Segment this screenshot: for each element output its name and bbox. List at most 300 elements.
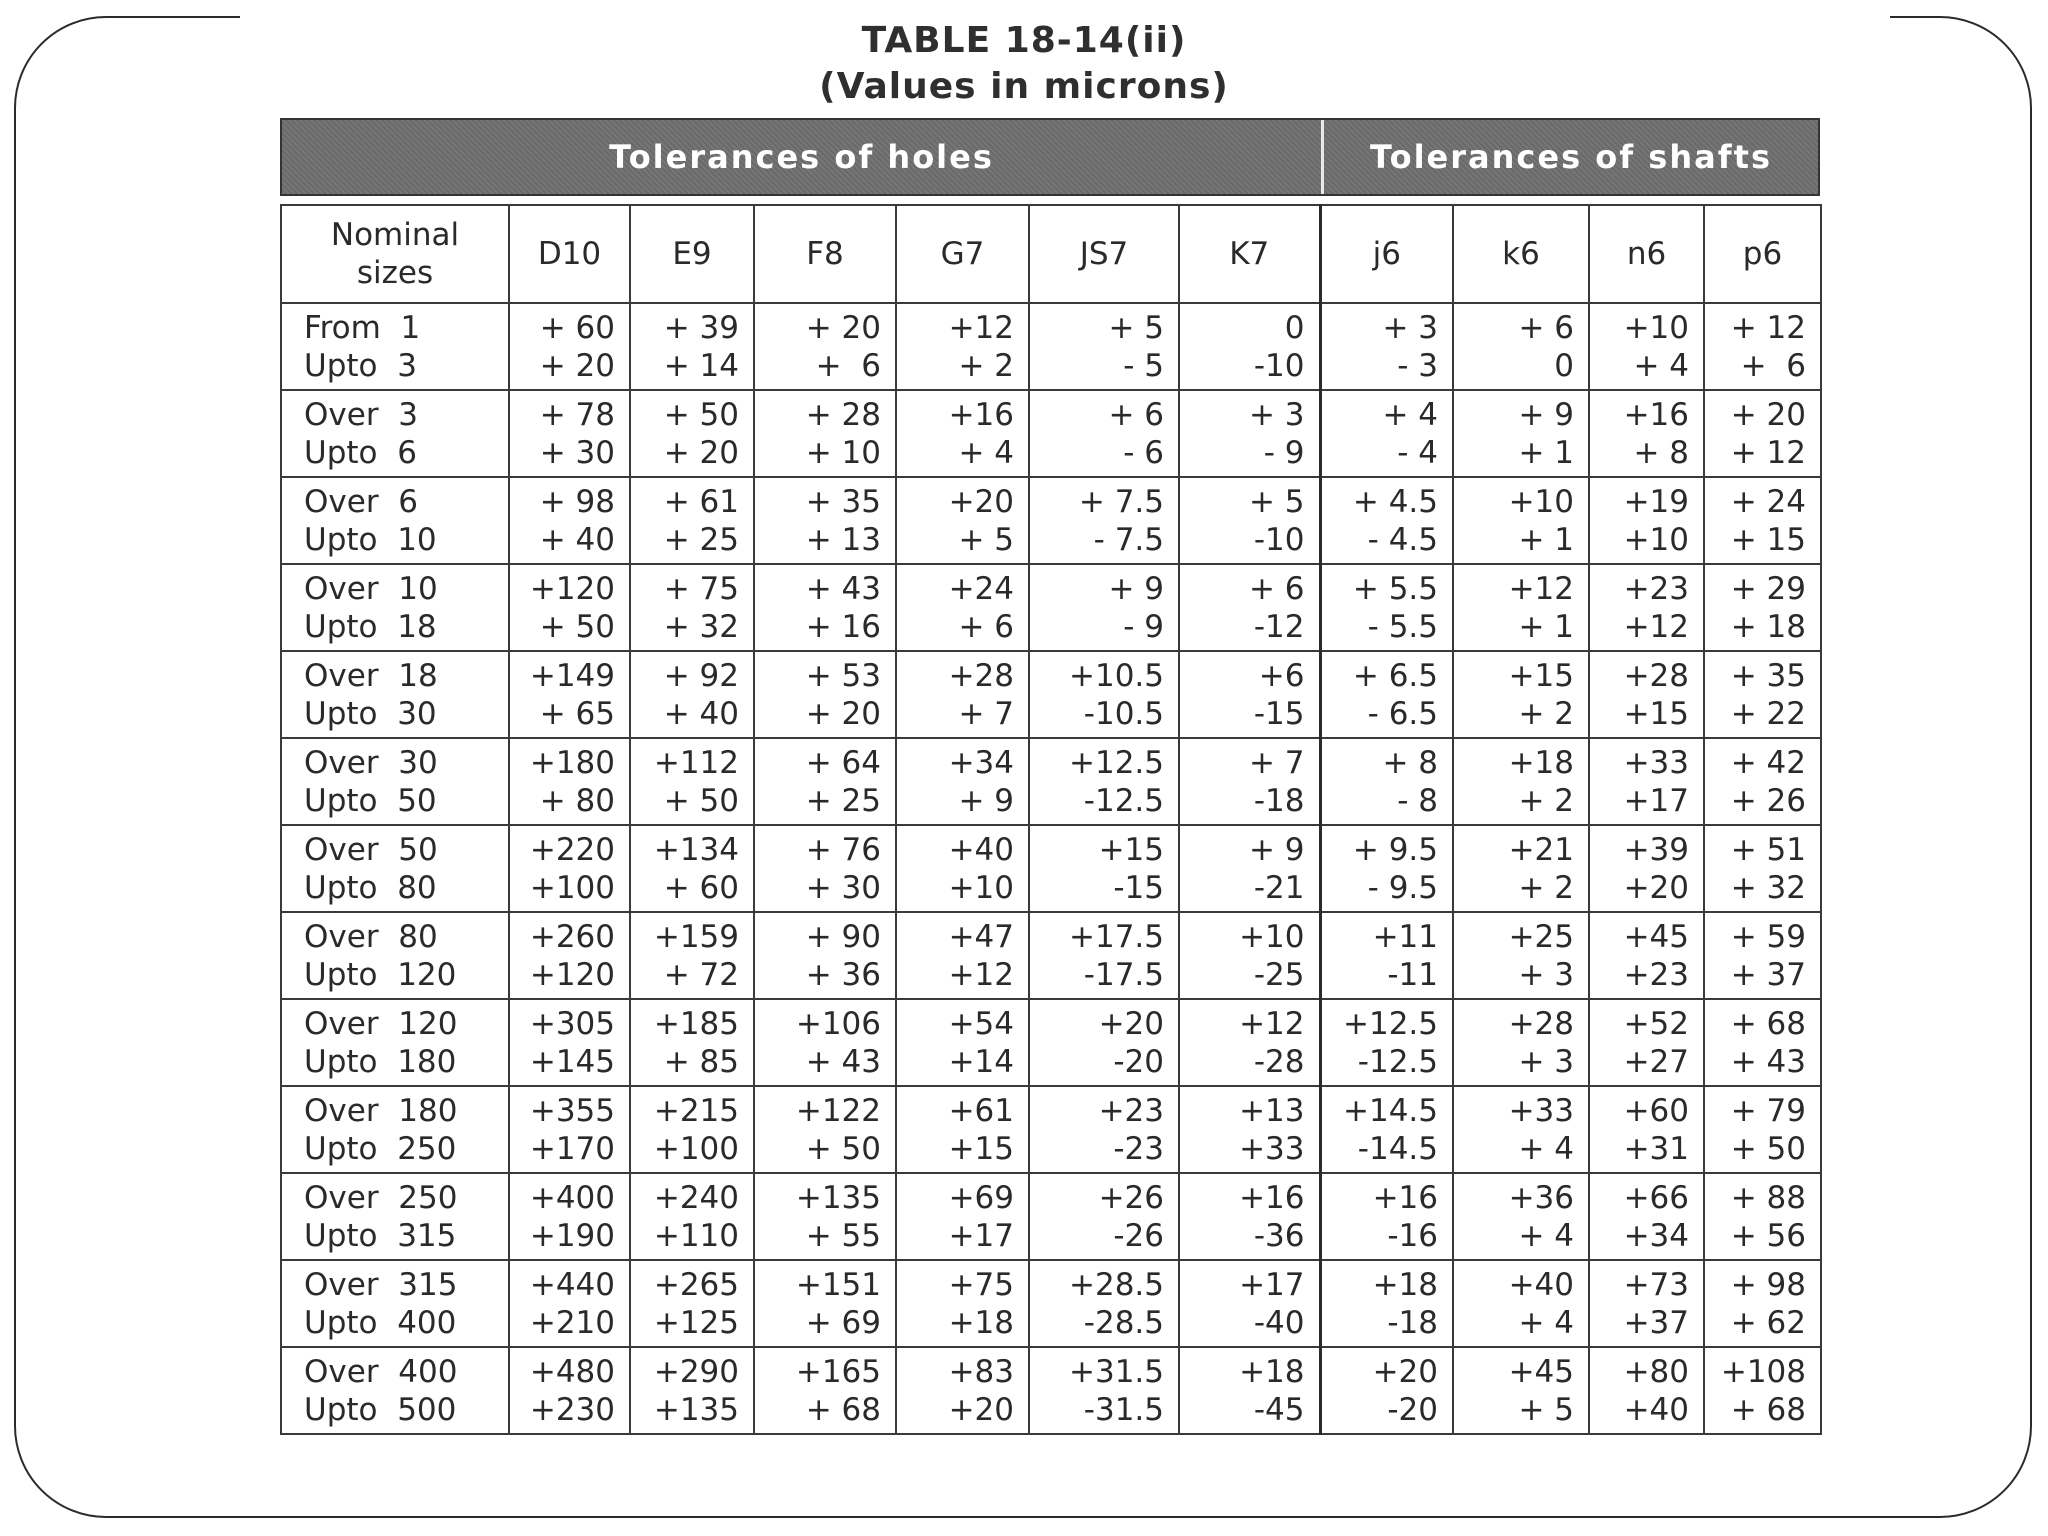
table-body xyxy=(281,303,1821,1434)
nominal-size-cell xyxy=(281,1173,509,1260)
tolerance-value: + 1 xyxy=(1518,521,1574,558)
tolerance-cell-j6 xyxy=(1320,303,1453,390)
tolerance-value: - 5.5 xyxy=(1367,608,1438,645)
tolerance-value: +33 xyxy=(1508,1092,1574,1129)
tolerance-cell-k6 xyxy=(1453,912,1589,999)
tolerance-cell-g7 xyxy=(896,1086,1029,1173)
tolerance-value: + 20 xyxy=(539,347,615,384)
tolerance-value: + 5.5 xyxy=(1352,570,1438,607)
tolerance-value: + 6 xyxy=(958,608,1014,645)
tolerance-cell-k7 xyxy=(1179,1086,1320,1173)
tolerance-value: -28 xyxy=(1253,1043,1305,1080)
tolerance-cell-g7 xyxy=(896,1347,1029,1434)
size-bound: Over 10 xyxy=(304,570,438,607)
tolerance-value: + 88 xyxy=(1730,1179,1806,1216)
tolerance-table-container xyxy=(280,118,1820,1435)
tolerance-cell-n6 xyxy=(1589,390,1704,477)
column-header-p6: p6 xyxy=(1704,205,1821,303)
tolerance-value: -36 xyxy=(1253,1217,1305,1254)
size-bound: Upto 120 xyxy=(304,956,457,993)
tolerance-value: +230 xyxy=(529,1391,615,1428)
tolerance-cell-d10 xyxy=(509,477,630,564)
tolerance-value: +165 xyxy=(795,1353,881,1390)
tolerance-value: -15 xyxy=(1113,869,1164,906)
tolerance-value: -45 xyxy=(1253,1391,1305,1428)
tolerance-value: 0 xyxy=(1554,347,1574,384)
nominal-size-cell xyxy=(281,564,509,651)
column-header-e9: E9 xyxy=(630,205,754,303)
tolerance-cell-j6 xyxy=(1320,390,1453,477)
tolerance-value: +10 xyxy=(1508,483,1574,520)
tolerance-value: +31.5 xyxy=(1069,1353,1164,1390)
tolerance-cell-e9 xyxy=(630,912,754,999)
tolerance-cell-n6 xyxy=(1589,1347,1704,1434)
tolerance-cell-e9 xyxy=(630,1086,754,1173)
tolerance-value: + 51 xyxy=(1730,831,1806,868)
tolerance-value: +12 xyxy=(948,956,1014,993)
tolerance-value: +24 xyxy=(948,570,1014,607)
tolerance-value: + 75 xyxy=(663,570,739,607)
tolerance-cell-j6 xyxy=(1320,1086,1453,1173)
tolerance-value: + 50 xyxy=(805,1130,881,1167)
tolerance-value: +480 xyxy=(529,1353,615,1390)
tolerance-value: -14.5 xyxy=(1357,1130,1438,1167)
size-bound: Upto 18 xyxy=(304,608,437,645)
table-row xyxy=(281,1173,1821,1260)
tolerance-value: + 80 xyxy=(539,782,615,819)
tolerance-value: + 2 xyxy=(958,347,1014,384)
tolerance-value: -10 xyxy=(1253,347,1305,384)
tolerance-cell-f8 xyxy=(754,999,896,1086)
tolerance-value: +28 xyxy=(1623,657,1689,694)
tolerance-cell-g7 xyxy=(896,477,1029,564)
tolerance-cell-d10 xyxy=(509,1086,630,1173)
tolerance-value: +47 xyxy=(948,918,1014,955)
tolerance-cell-js7 xyxy=(1029,1086,1179,1173)
tolerance-cell-g7 xyxy=(896,651,1029,738)
tolerance-cell-j6 xyxy=(1320,738,1453,825)
tolerance-value: -18 xyxy=(1253,782,1305,819)
tolerance-value: + 5 xyxy=(1108,309,1164,346)
size-bound: Over 315 xyxy=(304,1266,458,1303)
tolerance-cell-g7 xyxy=(896,825,1029,912)
tolerance-cell-n6 xyxy=(1589,738,1704,825)
tolerance-cell-d10 xyxy=(509,564,630,651)
tolerance-value: + 7 xyxy=(1248,744,1305,781)
tolerance-value: +185 xyxy=(653,1005,739,1042)
tolerance-cell-n6 xyxy=(1589,1260,1704,1347)
tolerance-cell-j6 xyxy=(1320,477,1453,564)
tolerance-cell-d10 xyxy=(509,303,630,390)
tolerance-cell-k6 xyxy=(1453,738,1589,825)
tolerance-value: +26 xyxy=(1098,1179,1164,1216)
tolerance-value: + 35 xyxy=(805,483,881,520)
tolerance-value: + 50 xyxy=(663,396,739,433)
tolerance-cell-k6 xyxy=(1453,390,1589,477)
tolerance-table xyxy=(280,204,1822,1435)
column-header-k6: k6 xyxy=(1453,205,1589,303)
tolerance-cell-p6 xyxy=(1704,912,1821,999)
tolerance-value: +23 xyxy=(1623,570,1689,607)
tolerance-value: -10.5 xyxy=(1083,695,1164,732)
size-bound: Over 3 xyxy=(304,396,418,433)
tolerance-cell-k6 xyxy=(1453,1086,1589,1173)
tolerance-value: 0 xyxy=(1284,309,1305,346)
tolerance-value: + 6 xyxy=(1108,396,1164,433)
tolerance-value: +28 xyxy=(1508,1005,1574,1042)
tolerance-value: +12.5 xyxy=(1343,1005,1438,1042)
tolerance-cell-js7 xyxy=(1029,738,1179,825)
tolerance-cell-d10 xyxy=(509,390,630,477)
column-header-js7: JS7 xyxy=(1029,205,1179,303)
tolerance-value: +17 xyxy=(1239,1266,1305,1303)
nominal-size-cell xyxy=(281,477,509,564)
tolerance-value: +39 xyxy=(1623,831,1689,868)
tolerance-value: + 6 xyxy=(1740,347,1806,384)
tolerance-value: + 20 xyxy=(1730,396,1806,433)
tolerance-value: +290 xyxy=(653,1353,739,1390)
tolerance-cell-f8 xyxy=(754,651,896,738)
tolerance-value: + 9 xyxy=(1248,831,1305,868)
group-header xyxy=(280,118,1820,196)
tolerance-cell-j6 xyxy=(1320,564,1453,651)
tolerance-value: + 6 xyxy=(1518,309,1574,346)
tolerance-value: +6 xyxy=(1258,657,1305,694)
tolerance-cell-k6 xyxy=(1453,825,1589,912)
tolerance-value: +112 xyxy=(653,744,739,781)
tolerance-value: +13 xyxy=(1239,1092,1305,1129)
tolerance-value: + 22 xyxy=(1730,695,1806,732)
tolerance-value: - 9.5 xyxy=(1367,869,1438,906)
tolerance-value: + 15 xyxy=(1730,521,1806,558)
tolerance-value: +15 xyxy=(1623,695,1689,732)
tolerance-cell-f8 xyxy=(754,564,896,651)
tolerance-cell-f8 xyxy=(754,1173,896,1260)
tolerance-cell-js7 xyxy=(1029,1173,1179,1260)
tolerance-value: + 8 xyxy=(1633,434,1689,471)
tolerance-value: + 4 xyxy=(1518,1130,1574,1167)
tolerance-value: +17.5 xyxy=(1069,918,1164,955)
size-bound: Over 18 xyxy=(304,657,438,694)
tolerance-cell-d10 xyxy=(509,651,630,738)
tolerance-value: +305 xyxy=(529,1005,615,1042)
tolerance-value: + 2 xyxy=(1518,695,1574,732)
tolerance-value: +135 xyxy=(795,1179,881,1216)
table-row xyxy=(281,1347,1821,1434)
tolerance-cell-f8 xyxy=(754,477,896,564)
tolerance-value: + 20 xyxy=(805,695,881,732)
tolerance-cell-f8 xyxy=(754,1260,896,1347)
tolerance-cell-g7 xyxy=(896,912,1029,999)
tolerance-value: + 37 xyxy=(1730,956,1806,993)
size-bound: Upto 400 xyxy=(304,1304,457,1341)
tolerance-cell-js7 xyxy=(1029,651,1179,738)
tolerance-cell-js7 xyxy=(1029,825,1179,912)
tolerance-value: + 4 xyxy=(958,434,1014,471)
tolerance-value: + 61 xyxy=(663,483,739,520)
tolerance-cell-e9 xyxy=(630,390,754,477)
tolerance-cell-js7 xyxy=(1029,477,1179,564)
tolerance-value: + 42 xyxy=(1730,744,1806,781)
tolerance-value: +149 xyxy=(529,657,615,694)
column-header-g7: G7 xyxy=(896,205,1029,303)
tolerance-cell-n6 xyxy=(1589,303,1704,390)
tolerance-cell-k6 xyxy=(1453,477,1589,564)
tolerance-value: +16 xyxy=(1372,1179,1438,1216)
table-row xyxy=(281,912,1821,999)
tolerance-value: + 68 xyxy=(1730,1391,1806,1428)
tolerance-value: -12.5 xyxy=(1357,1043,1438,1080)
tolerance-value: +60 xyxy=(1623,1092,1689,1129)
tolerance-value: + 1 xyxy=(1518,434,1574,471)
tolerance-cell-g7 xyxy=(896,390,1029,477)
tolerance-cell-k6 xyxy=(1453,1173,1589,1260)
tolerance-value: +170 xyxy=(529,1130,615,1167)
tolerance-value: + 5 xyxy=(958,521,1014,558)
tolerance-cell-g7 xyxy=(896,564,1029,651)
tolerance-value: + 35 xyxy=(1730,657,1806,694)
tolerance-value: -23 xyxy=(1113,1130,1164,1167)
tolerance-value: +52 xyxy=(1623,1005,1689,1042)
tolerance-value: +17 xyxy=(948,1217,1014,1254)
column-header-k7: K7 xyxy=(1179,205,1320,303)
tolerance-value: + 43 xyxy=(805,570,881,607)
tolerance-value: +69 xyxy=(948,1179,1014,1216)
tolerance-value: +45 xyxy=(1508,1353,1574,1390)
column-header-n6: n6 xyxy=(1589,205,1704,303)
tolerance-value: + 60 xyxy=(663,869,739,906)
tolerance-value: - 8 xyxy=(1397,782,1438,819)
tolerance-value: + 79 xyxy=(1730,1092,1806,1129)
table-row xyxy=(281,999,1821,1086)
size-bound: Over 30 xyxy=(304,744,438,781)
tolerance-cell-f8 xyxy=(754,390,896,477)
tolerance-value: +15 xyxy=(1508,657,1574,694)
tolerance-cell-js7 xyxy=(1029,999,1179,1086)
tolerance-value: + 13 xyxy=(805,521,881,558)
tolerance-value: + 26 xyxy=(1730,782,1806,819)
tolerance-value: + 76 xyxy=(805,831,881,868)
tolerance-value: +83 xyxy=(948,1353,1014,1390)
tolerance-value: +40 xyxy=(1508,1266,1574,1303)
tolerance-value: +10.5 xyxy=(1069,657,1164,694)
tolerance-value: +106 xyxy=(795,1005,881,1042)
tolerance-value: +28.5 xyxy=(1069,1266,1164,1303)
table-row xyxy=(281,651,1821,738)
tolerance-value: +190 xyxy=(529,1217,615,1254)
tolerance-value: +260 xyxy=(529,918,615,955)
tolerance-value: + 7 xyxy=(958,695,1014,732)
tolerance-cell-n6 xyxy=(1589,912,1704,999)
tolerance-cell-p6 xyxy=(1704,303,1821,390)
tolerance-value: + 6.5 xyxy=(1352,657,1438,694)
tolerance-value: +12.5 xyxy=(1069,744,1164,781)
tolerance-cell-k7 xyxy=(1179,825,1320,912)
tolerance-value: + 69 xyxy=(805,1304,881,1341)
tolerance-cell-p6 xyxy=(1704,1347,1821,1434)
tolerance-value: +80 xyxy=(1623,1353,1689,1390)
nominal-size-cell xyxy=(281,738,509,825)
tolerance-value: + 43 xyxy=(805,1043,881,1080)
tolerance-cell-k6 xyxy=(1453,999,1589,1086)
tolerance-value: -26 xyxy=(1113,1217,1164,1254)
tolerance-cell-f8 xyxy=(754,825,896,912)
tolerance-value: + 68 xyxy=(805,1391,881,1428)
tolerance-value: + 25 xyxy=(663,521,739,558)
tolerance-value: -20 xyxy=(1113,1043,1164,1080)
tolerance-value: -18 xyxy=(1387,1304,1438,1341)
tolerance-value: + 20 xyxy=(663,434,739,471)
tolerance-value: +45 xyxy=(1623,918,1689,955)
table-row xyxy=(281,303,1821,390)
tolerance-cell-g7 xyxy=(896,999,1029,1086)
tolerance-value: -28.5 xyxy=(1083,1304,1164,1341)
nominal-size-cell xyxy=(281,825,509,912)
tolerance-value: +10 xyxy=(948,869,1014,906)
tolerance-value: -11 xyxy=(1387,956,1438,993)
tolerance-cell-e9 xyxy=(630,1260,754,1347)
tolerance-cell-e9 xyxy=(630,564,754,651)
tolerance-value: +440 xyxy=(529,1266,615,1303)
tolerance-value: +36 xyxy=(1508,1179,1574,1216)
tolerance-value: + 30 xyxy=(539,434,615,471)
table-row xyxy=(281,1260,1821,1347)
tolerance-value: +145 xyxy=(529,1043,615,1080)
size-bound: Upto 250 xyxy=(304,1130,457,1167)
size-bound: Over 120 xyxy=(304,1005,458,1042)
tolerance-value: -15 xyxy=(1253,695,1305,732)
tolerance-cell-k7 xyxy=(1179,303,1320,390)
tolerance-value: + 3 xyxy=(1248,396,1305,433)
tolerance-value: +21 xyxy=(1508,831,1574,868)
tolerance-cell-g7 xyxy=(896,738,1029,825)
tolerance-value: + 28 xyxy=(805,396,881,433)
size-bound: From 1 xyxy=(304,309,421,346)
tolerance-value: +240 xyxy=(653,1179,739,1216)
tolerance-cell-k6 xyxy=(1453,651,1589,738)
size-bound: Upto 30 xyxy=(304,695,437,732)
tolerance-value: + 29 xyxy=(1730,570,1806,607)
column-header-j6: j6 xyxy=(1320,205,1453,303)
size-bound: Over 180 xyxy=(304,1092,458,1129)
tolerance-cell-e9 xyxy=(630,738,754,825)
tolerance-cell-e9 xyxy=(630,1347,754,1434)
tolerance-cell-n6 xyxy=(1589,1086,1704,1173)
tolerance-value: +33 xyxy=(1623,744,1689,781)
tolerance-cell-f8 xyxy=(754,1347,896,1434)
tolerance-cell-k6 xyxy=(1453,1347,1589,1434)
tolerance-value: -25 xyxy=(1253,956,1305,993)
tolerance-value: +40 xyxy=(1623,1391,1689,1428)
tolerance-cell-js7 xyxy=(1029,912,1179,999)
tolerance-value: + 90 xyxy=(805,918,881,955)
tolerance-cell-js7 xyxy=(1029,1260,1179,1347)
table-row xyxy=(281,825,1821,912)
tolerance-value: - 9 xyxy=(1263,434,1305,471)
tolerance-value: + 4 xyxy=(1633,347,1689,384)
tolerance-value: +33 xyxy=(1239,1130,1305,1167)
tolerance-value: +16 xyxy=(948,396,1014,433)
tolerance-cell-p6 xyxy=(1704,1173,1821,1260)
size-bound: Upto 10 xyxy=(304,521,437,558)
tolerance-cell-f8 xyxy=(754,303,896,390)
tolerance-cell-d10 xyxy=(509,999,630,1086)
table-title xyxy=(0,18,2048,110)
tolerance-value: + 14 xyxy=(663,347,739,384)
nominal-size-cell xyxy=(281,999,509,1086)
tolerance-value: +18 xyxy=(948,1304,1014,1341)
tolerance-value: +16 xyxy=(1623,396,1689,433)
tolerance-value: +10 xyxy=(1239,918,1305,955)
tolerance-value: - 9 xyxy=(1123,608,1164,645)
tolerance-cell-k7 xyxy=(1179,1347,1320,1434)
size-bound: Over 50 xyxy=(304,831,438,868)
tolerance-value: + 92 xyxy=(663,657,739,694)
size-bound: Upto 6 xyxy=(304,434,417,471)
tolerance-value: +15 xyxy=(948,1130,1014,1167)
tolerance-value: +265 xyxy=(653,1266,739,1303)
tolerance-value: +20 xyxy=(1098,1005,1164,1042)
tolerance-value: + 32 xyxy=(663,608,739,645)
tolerance-value: +16 xyxy=(1239,1179,1305,1216)
tolerance-value: + 50 xyxy=(1730,1130,1806,1167)
nominal-size-cell xyxy=(281,651,509,738)
tolerance-cell-e9 xyxy=(630,303,754,390)
tolerance-value: -40 xyxy=(1253,1304,1305,1341)
tolerance-cell-k7 xyxy=(1179,390,1320,477)
tolerance-value: + 25 xyxy=(805,782,881,819)
tolerance-value: + 2 xyxy=(1518,782,1574,819)
tolerance-value: +54 xyxy=(948,1005,1014,1042)
tolerance-cell-js7 xyxy=(1029,303,1179,390)
tolerance-value: + 55 xyxy=(805,1217,881,1254)
tolerance-cell-js7 xyxy=(1029,390,1179,477)
tolerance-cell-k6 xyxy=(1453,303,1589,390)
tolerance-value: -21 xyxy=(1253,869,1305,906)
tolerance-cell-js7 xyxy=(1029,564,1179,651)
tolerance-value: + 85 xyxy=(663,1043,739,1080)
nominal-size-cell xyxy=(281,1347,509,1434)
tolerance-value: + 60 xyxy=(539,309,615,346)
tolerance-value: + 50 xyxy=(539,608,615,645)
column-header-nominal-sizes: Nominal sizes xyxy=(281,205,509,303)
tolerance-value: +34 xyxy=(1623,1217,1689,1254)
size-bound: Upto 3 xyxy=(304,347,417,384)
tolerance-cell-j6 xyxy=(1320,1347,1453,1434)
tolerance-value: - 4 xyxy=(1397,434,1438,471)
nominal-size-cell xyxy=(281,390,509,477)
tolerance-value: +18 xyxy=(1239,1353,1305,1390)
tolerance-cell-j6 xyxy=(1320,912,1453,999)
tolerance-value: -31.5 xyxy=(1083,1391,1164,1428)
tolerance-value: + 9 xyxy=(1518,396,1574,433)
tolerance-value: +14.5 xyxy=(1343,1092,1438,1129)
tolerance-value: +122 xyxy=(795,1092,881,1129)
tolerance-value: +18 xyxy=(1372,1266,1438,1303)
tolerance-value: + 8 xyxy=(1382,744,1438,781)
tolerance-value: +20 xyxy=(948,483,1014,520)
tolerance-value: +151 xyxy=(795,1266,881,1303)
tolerance-cell-js7 xyxy=(1029,1347,1179,1434)
tolerance-cell-p6 xyxy=(1704,390,1821,477)
column-header-f8: F8 xyxy=(754,205,896,303)
tolerance-cell-f8 xyxy=(754,738,896,825)
shafts-group-label: Tolerances of shafts xyxy=(1370,138,1772,176)
nominal-size-cell xyxy=(281,1260,509,1347)
tolerance-value: +120 xyxy=(529,570,615,607)
tolerance-value: + 59 xyxy=(1730,918,1806,955)
tolerance-value: + 7.5 xyxy=(1078,483,1164,520)
